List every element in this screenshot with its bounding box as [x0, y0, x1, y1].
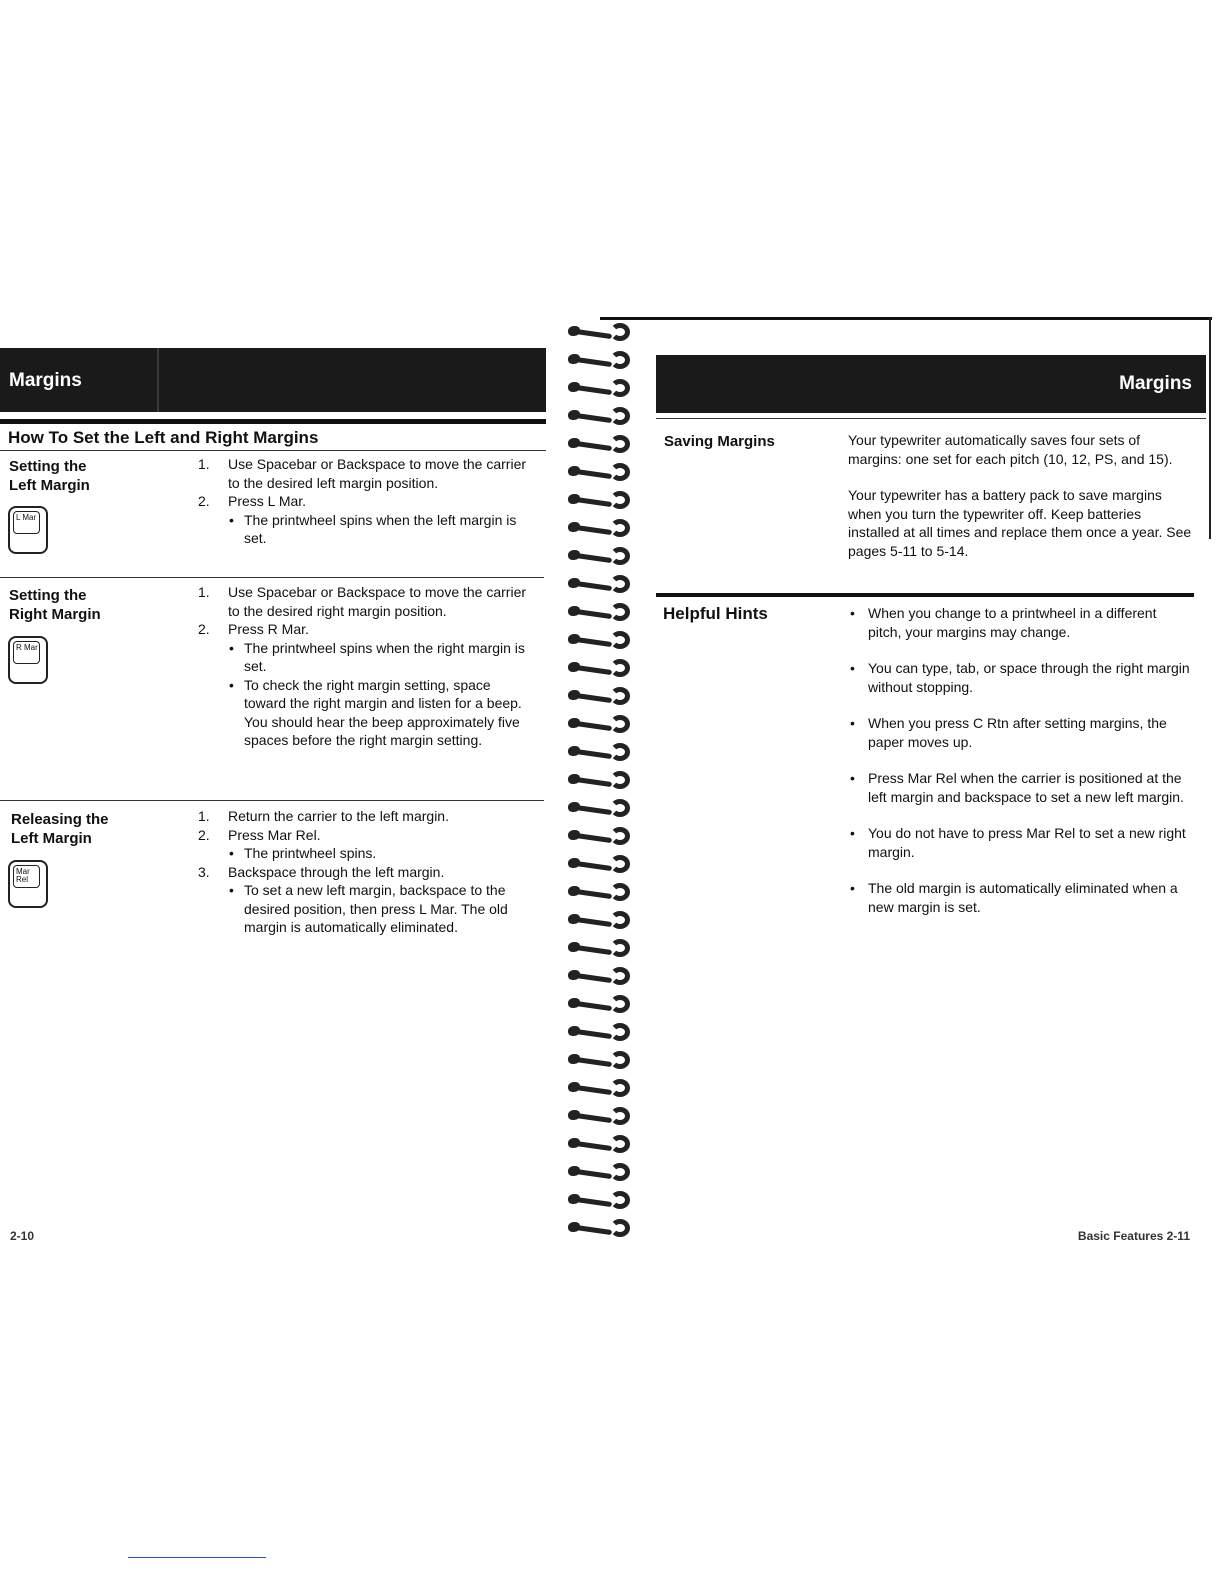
spiral-ring: [566, 490, 638, 512]
step-item: 2. Press L Mar.: [198, 493, 307, 509]
spiral-ring: [566, 1050, 638, 1072]
left-margin-steps: [198, 455, 528, 548]
spiral-ring: [566, 994, 638, 1016]
releasing-steps: [198, 807, 528, 937]
left-header-title: Margins: [9, 370, 82, 391]
spiral-binding: [560, 322, 644, 1242]
footer-line: [128, 1557, 266, 1558]
section-title: How To Set the Left and Right Margins: [8, 428, 319, 447]
step-item: 1. Return the carrier to the left margin.: [198, 808, 449, 824]
spiral-ring: [566, 406, 638, 428]
spiral-ring: [566, 854, 638, 876]
spiral-ring: [566, 378, 638, 400]
spiral-ring: [566, 574, 638, 596]
right-top-line: [600, 317, 1212, 320]
spiral-ring: [566, 350, 638, 372]
step-item: 1. Use Spacebar or Backspace to move the carrier to the desired right margin position.: [198, 584, 527, 619]
helpful-hints-list: [848, 604, 1193, 934]
step-bullet: • To set a new left margin, backspace to the desired position, then press L Mar. The old margin is automatically eliminated.: [198, 881, 528, 937]
spiral-ring: [566, 882, 638, 904]
key-cap-label: L Mar: [13, 511, 40, 534]
spiral-ring: [566, 630, 638, 652]
heading-saving-margins: Saving Margins: [664, 433, 775, 450]
r-mar-key-icon: [8, 636, 48, 684]
spiral-ring: [566, 1218, 638, 1240]
heading-setting-left-margin: Setting the Left Margin: [9, 458, 90, 494]
spiral-ring: [566, 910, 638, 932]
l-mar-key-icon: [8, 506, 48, 554]
spiral-ring: [566, 686, 638, 708]
step-item: 2. Press Mar Rel.: [198, 826, 321, 843]
step-bullet: • To check the right margin setting, space toward the right margin and listen for a beep. You should hear the beep approximately five spaces before the right margin setting.: [198, 676, 533, 750]
saving-paragraph: Your typewriter has a battery pack to save margins when you turn the typewriter off. Keep batteries installed at all times and replace them once a year. See pages 5-11 to 5-14.: [848, 487, 1192, 559]
hint-item: • You do not have to press Mar Rel to set a new right margin.: [848, 824, 1193, 861]
hint-item: • The old margin is automatically eliminated when a new margin is set.: [848, 879, 1193, 916]
left-page-number: 2-10: [10, 1229, 35, 1243]
left-top-rule: [0, 419, 546, 424]
step-item: 2. Press R Mar.: [198, 621, 309, 637]
hints-top-rule: [656, 593, 1194, 597]
spiral-ring: [566, 1190, 638, 1212]
key-cap-label: R Mar: [13, 641, 40, 664]
section-underline: [0, 450, 546, 451]
spiral-ring: [566, 462, 638, 484]
heading-helpful-hints: Helpful Hints: [663, 604, 768, 623]
spiral-ring: [566, 742, 638, 764]
spiral-ring: [566, 1022, 638, 1044]
right-edge-line: [1209, 317, 1211, 539]
saving-margins-text: [848, 431, 1193, 560]
left-header-bar: [0, 348, 546, 412]
heading-setting-right-margin: Setting the Right Margin: [9, 587, 101, 623]
step-bullet: • The printwheel spins.: [198, 844, 528, 863]
step-item: 3. Backspace through the left margin.: [198, 863, 445, 880]
spiral-ring: [566, 1134, 638, 1156]
right-page-number: Basic Features 2-11: [1077, 1229, 1190, 1243]
spiral-ring: [566, 966, 638, 988]
spiral-ring: [566, 322, 638, 344]
spiral-ring: [566, 770, 638, 792]
step-bullet: • The printwheel spins when the right margin is set.: [198, 639, 533, 676]
spiral-ring: [566, 714, 638, 736]
step-item: 1. Use Spacebar or Backspace to move the carrier to the desired left margin position.: [198, 456, 527, 491]
hint-item: • When you change to a printwheel in a different pitch, your margins may change.: [848, 604, 1193, 641]
heading-releasing-left-margin: Releasing the Left Margin: [11, 811, 109, 847]
key-cap-label: Mar Rel: [13, 865, 40, 888]
hint-item: • Press Mar Rel when the carrier is positioned at the left margin and backspace to set a new left margin.: [848, 769, 1193, 806]
spiral-ring: [566, 1106, 638, 1128]
spiral-ring: [566, 938, 638, 960]
hint-item: • You can type, tab, or space through the right margin without stopping.: [848, 659, 1193, 696]
spiral-ring: [566, 658, 638, 680]
step-bullet: • The printwheel spins when the left margin is set.: [198, 511, 528, 548]
saving-paragraph: Your typewriter automatically saves four sets of margins: one set for each pitch (10, 12, PS, and 15).: [848, 432, 1173, 467]
mar-rel-key-icon: [8, 860, 48, 908]
spiral-ring: [566, 1162, 638, 1184]
spiral-ring: [566, 798, 638, 820]
spiral-ring: [566, 518, 638, 540]
spiral-ring: [566, 826, 638, 848]
header-divider: [157, 348, 159, 412]
spiral-ring: [566, 546, 638, 568]
block-divider: [0, 800, 544, 801]
spiral-ring: [566, 434, 638, 456]
right-margin-steps: [198, 583, 533, 750]
block-divider: [0, 577, 544, 578]
right-header-bar: [656, 355, 1206, 413]
spiral-ring: [566, 602, 638, 624]
right-header-underline: [656, 418, 1206, 419]
right-header-title: Margins: [1119, 373, 1192, 394]
hint-item: • When you press C Rtn after setting margins, the paper moves up.: [848, 714, 1193, 751]
spiral-ring: [566, 1078, 638, 1100]
